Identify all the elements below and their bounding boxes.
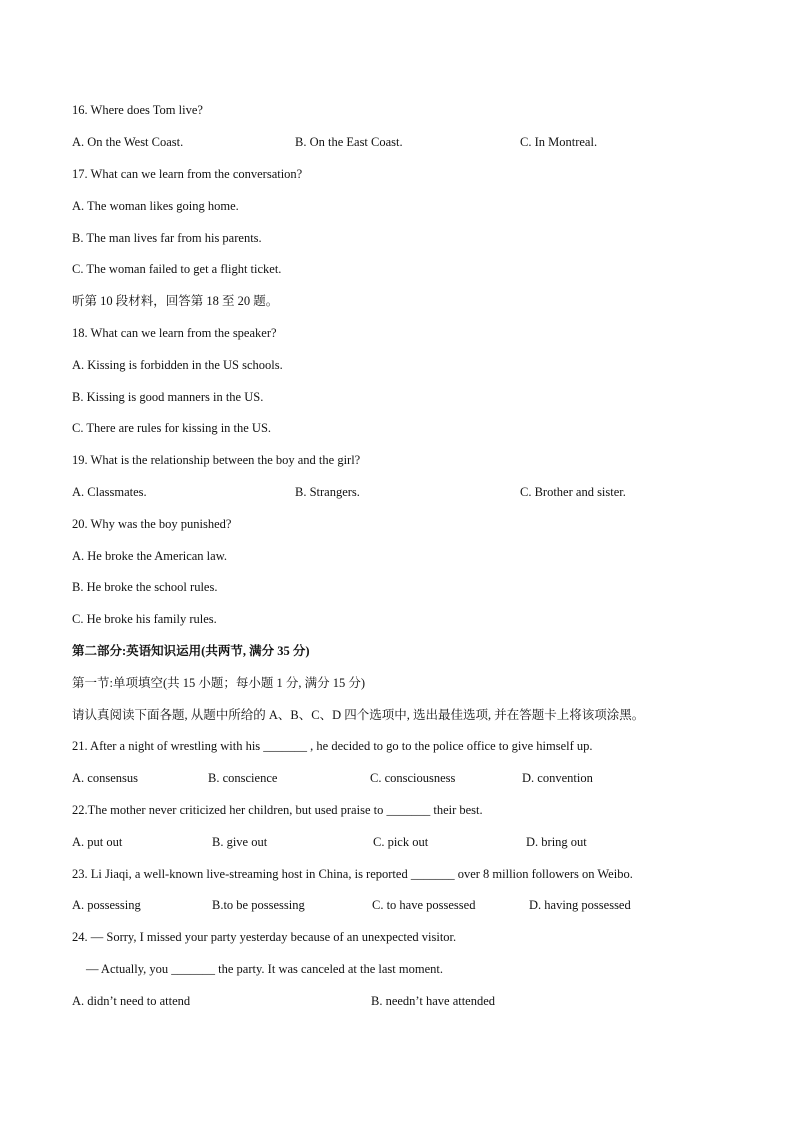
option-18-a: A. Kissing is forbidden in the US schools. xyxy=(72,358,283,372)
question-24-line-1: 24. — Sorry, I missed your party yesterday because of an unexpected visitor. xyxy=(72,930,457,944)
option-23-b: B.to be possessing xyxy=(212,898,305,912)
option-20-c: C. He broke his family rules. xyxy=(72,612,217,626)
option-17-c: C. The woman failed to get a flight ticket. xyxy=(72,262,282,276)
option-19-a: A. Classmates. xyxy=(72,485,147,499)
question-20: 20. Why was the boy punished? xyxy=(72,517,232,531)
question-16: 16. Where does Tom live? xyxy=(72,103,203,117)
question-23: 23. Li Jiaqi, a well-known live-streaming host in China, is reported _______ over 8 million followers on Weibo. xyxy=(72,867,633,881)
section-10-instruction: 听第 10 段材料，回答第 18 至 20 题。 xyxy=(72,294,279,308)
question-22: 22.The mother never criticized her children, but used praise to _______ their best. xyxy=(72,803,483,817)
option-22-c: C. pick out xyxy=(373,835,429,849)
option-16-a: A. On the West Coast. xyxy=(72,135,184,149)
option-16-c: C. In Montreal. xyxy=(520,135,598,149)
option-17-a: A. The woman likes going home. xyxy=(72,199,239,213)
question-19: 19. What is the relationship between the boy and the girl? xyxy=(72,453,361,467)
option-19-c: C. Brother and sister. xyxy=(520,485,626,499)
option-16-b: B. On the East Coast. xyxy=(295,135,403,149)
option-23-d: D. having possessed xyxy=(529,898,631,912)
question-24-line-2: — Actually, you _______ the party. It was canceled at the last moment. xyxy=(86,962,443,976)
instructions: 请认真阅读下面各题, 从题中所给的 A、B、C、D 四个选项中, 选出最佳选项, 并在答题卡上将该项涂黑。 xyxy=(72,708,645,722)
option-19-b: B. Strangers. xyxy=(295,485,360,499)
part-2-heading: 第二部分:英语知识运用(共两节, 满分 35 分) xyxy=(72,644,310,658)
option-22-a: A. put out xyxy=(72,835,123,849)
option-22-d: D. bring out xyxy=(526,835,587,849)
option-22-b: B. give out xyxy=(212,835,268,849)
option-23-c: C. to have possessed xyxy=(372,898,476,912)
option-21-b: B. conscience xyxy=(208,771,278,785)
option-18-c: C. There are rules for kissing in the US. xyxy=(72,421,272,435)
option-21-a: A. consensus xyxy=(72,771,138,785)
question-18: 18. What can we learn from the speaker? xyxy=(72,326,277,340)
option-20-a: A. He broke the American law. xyxy=(72,549,228,563)
option-18-b: B. Kissing is good manners in the US. xyxy=(72,390,264,404)
option-21-c: C. consciousness xyxy=(370,771,456,785)
option-24-b: B. needn’t have attended xyxy=(371,994,496,1008)
question-21: 21. After a night of wrestling with his _______ , he decided to go to the police office to give himself up. xyxy=(72,739,593,753)
section-1-heading: 第一节:单项填空(共 15 小题；每小题 1 分, 满分 15 分) xyxy=(72,676,366,690)
option-24-a: A. didn’t need to attend xyxy=(72,994,191,1008)
question-17: 17. What can we learn from the conversation? xyxy=(72,167,303,181)
option-17-b: B. The man lives far from his parents. xyxy=(72,231,262,245)
option-23-a: A. possessing xyxy=(72,898,141,912)
option-21-d: D. convention xyxy=(522,771,593,785)
option-20-b: B. He broke the school rules. xyxy=(72,580,218,594)
